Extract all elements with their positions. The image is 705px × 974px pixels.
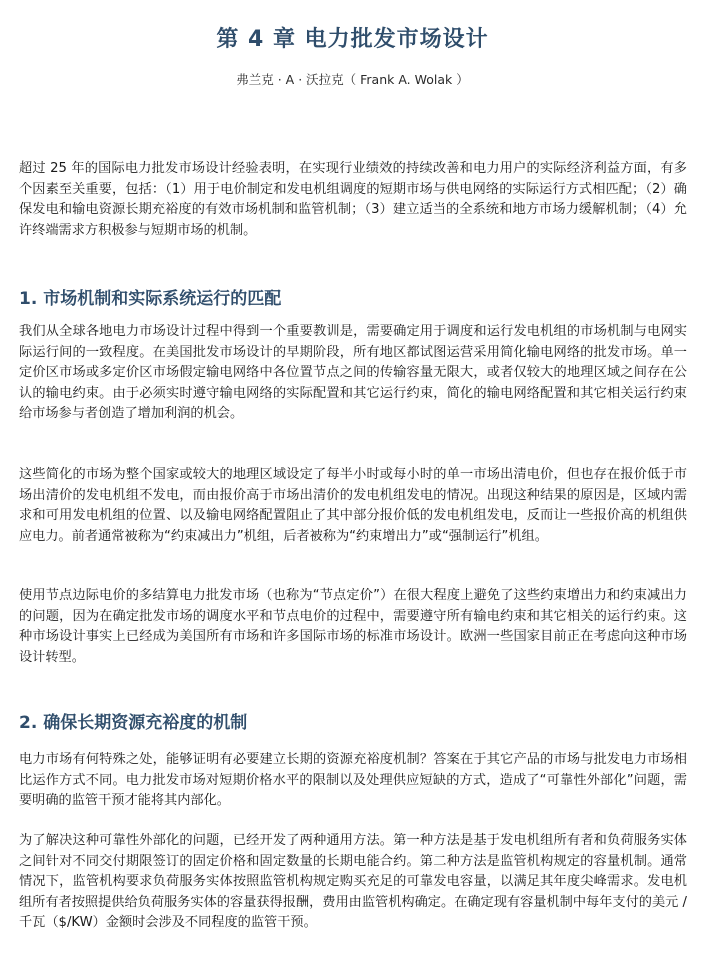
section-2-heading: 2. 确保长期资源充裕度的机制 — [19, 713, 248, 733]
intro-paragraph: 超过 25 年的国际电力批发市场设计经验表明，在实现行业绩效的持续改善和电力用户的实际经济利益方面，有多个因素至关重要，包括：（1）用于电价制定和发电机组调度的短期市场与供电网络的实际运行方式相匹配；（2）确保发电和输电资源长期充裕度的有效市场机制和监管机制；（3）建立适当的全系统和地方市场力缓解机制；（4）允许终端需求方积极参与短期市场的机制。 — [19, 161, 687, 238]
chapter-title: 第 4 章 电力批发市场设计 — [216, 27, 489, 52]
section-1-heading: 1. 市场机制和实际系统运行的匹配 — [19, 289, 282, 309]
section-2-paragraph-2: 为了解决这种可靠性外部化的问题，已经开发了两种通用方法。第一种方法是基于发电机组所有者和负荷服务实体之间针对不同交付期限签订的固定价格和固定数量的长期电能合约。第二种方法是监管机构规定的容量机制。通常情况下，监管机构要求负荷服务实体按照监管机构规定购买充足的可靠发电容量，以满足其年度尖峰需求。发电机组所有者按照提供给负荷服务实体的容量获得报酬，费用由监管机构确定。在确定现有容量机制中每年支付的美元 / 千瓦（$/KW）金额时会涉及不同程度的监管干预。 — [19, 833, 688, 930]
section-2-paragraph-1: 电力市场有何特殊之处，能够证明有必要建立长期的资源充裕度机制？答案在于其它产品的市场与批发电力市场相比运作方式不同。电力批发市场对短期价格水平的限制以及处理供应短缺的方式，造成了“可靠性外部化”问题，需要明确的监管干预才能将其内部化。 — [19, 752, 687, 808]
section-1-paragraph-1: 我们从全球各地电力市场设计过程中得到一个重要教训是，需要确定用于调度和运行发电机组的市场机制与电网实际运行间的一致程度。在美国批发市场设计的早期阶段，所有地区都试图运营采用简化输电网络的批发市场。单一定价区市场或多定价区市场假定输电网络中各位置节点之间的传输容量无限大，或者仅较大的地理区域之间存在公认的输电约束。由于必须实时遵守输电网络的实际配置和其它运行约束，简化的输电网络配置和其它相关运行约束给市场参与者创造了增加利润的机会。 — [19, 324, 687, 421]
chapter-author: 弗兰克 · A · 沃拉克（ Frank A. Wolak ） — [236, 72, 469, 87]
section-1-paragraph-2: 这些简化的市场为整个国家或较大的地理区域设定了每半小时或每小时的单一市场出清电价，但也存在报价低于市场出清价的发电机组不发电，而由报价高于市场出清价的发电机组发电的情况。出现这种结果的原因是，区域内需求和可用发电机组的位置、以及输电网络配置阻止了其中部分报价低的发电机组发电，反而让一些报价高的机组供应电力。前者通常被称为“约束减出力”机组，后者被称为“约束增出力”或“强制运行”机组。 — [19, 467, 687, 544]
section-1-paragraph-3: 使用节点边际电价的多结算电力批发市场（也称为“节点定价”）在很大程度上避免了这些约束增出力和约束减出力的问题，因为在确定批发市场的调度水平和节点电价的过程中，需要遵守所有输电约束和其它相关的运行约束。这种市场设计事实上已经成为美国所有市场和许多国际市场的标准市场设计。欧洲一些国家目前正在考虑向这种市场设计转型。 — [19, 588, 687, 665]
